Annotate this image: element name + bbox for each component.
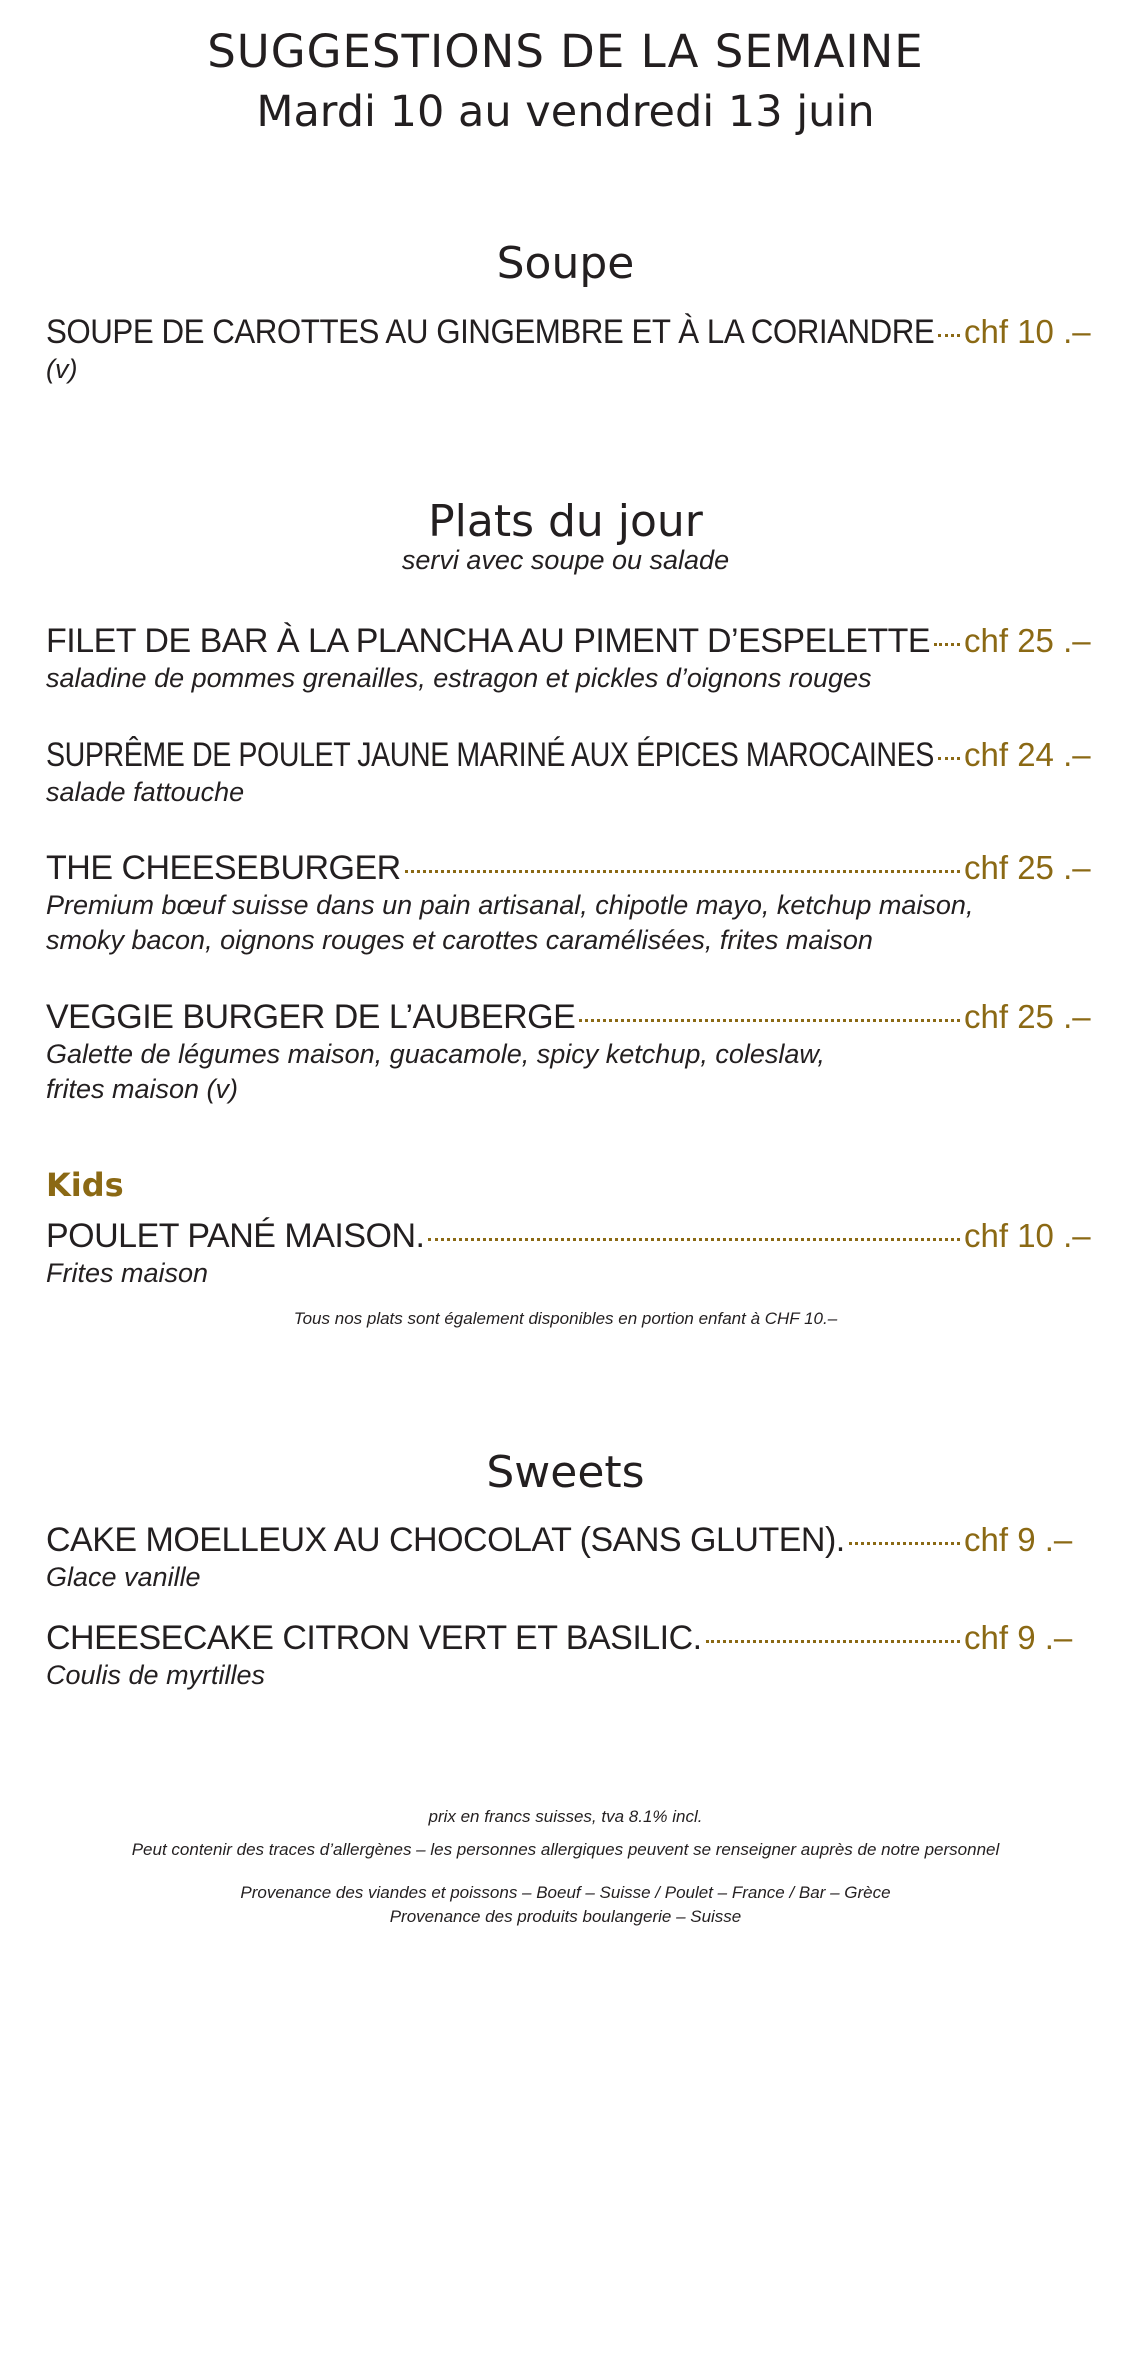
item-description: Galette de légumes maison, guacamole, spicy ketchup, coleslaw, frites maison (v)	[46, 1039, 825, 1104]
menu-item-line	[46, 735, 1091, 775]
item-name: CHEESECAKE CITRON VERT ET BASILIC.	[46, 1619, 702, 1657]
menu-item-line	[46, 1618, 1086, 1658]
dot-leader	[579, 1019, 960, 1022]
section-title-soupe: Soupe	[496, 238, 635, 289]
item-price: chf 10 .–	[964, 313, 1091, 350]
item-price: chf 24 .–	[964, 736, 1091, 773]
item-price: chf 9 .–	[964, 1619, 1073, 1656]
dot-leader	[934, 643, 960, 646]
item-name: SUPRÊME DE POULET JAUNE MARINÉ AUX ÉPICES MAROCAINES	[46, 736, 934, 774]
item-price: chf 9 .–	[964, 1521, 1073, 1558]
section-title-sweets: Sweets	[486, 1447, 645, 1498]
menu-item-line	[46, 621, 1091, 661]
menu-header	[0, 22, 1131, 142]
section-title-plats: Plats du jour	[428, 496, 703, 547]
menu-item	[46, 312, 1091, 387]
item-name: POULET PANÉ MAISON.	[46, 1217, 425, 1255]
menu-item	[46, 848, 1091, 958]
menu-item	[46, 1216, 1091, 1291]
dot-leader	[706, 1640, 960, 1643]
item-description: Coulis de myrtilles	[46, 1660, 266, 1690]
item-description: (v)	[46, 354, 78, 384]
menu-item-line	[46, 848, 1091, 888]
item-price: chf 25 .–	[964, 998, 1091, 1035]
item-name: VEGGIE BURGER DE L’AUBERGE	[46, 998, 576, 1036]
menu-item	[46, 1618, 1086, 1693]
item-price: chf 25 .–	[964, 849, 1091, 886]
menu-item	[46, 997, 1091, 1107]
item-description: Premium bœuf suisse dans un pain artisanal, chipotle mayo, ketchup maison, smoky bacon, oignons rouges et carottes caramélisées, frites maison	[46, 890, 974, 955]
dot-leader	[428, 1238, 960, 1241]
dot-leader	[938, 757, 960, 760]
item-name: CAKE MOELLEUX AU CHOCOLAT (SANS GLUTEN).	[46, 1521, 845, 1559]
item-name: THE CHEESEBURGER	[46, 849, 401, 887]
footer-allergens: Peut contenir des traces d’allergènes – les personnes allergiques peuvent se renseigner auprès de notre personnel	[131, 1840, 1000, 1859]
menu-dates: Mardi 10 au vendredi 13 juin	[256, 87, 875, 137]
section-title-kids: Kids	[46, 1166, 124, 1204]
footer-prices: prix en francs suisses, tva 8.1% incl.	[428, 1807, 703, 1826]
dot-leader	[849, 1542, 960, 1545]
footer-provenance-bakery: Provenance des produits boulangerie – Suisse	[389, 1907, 742, 1926]
menu-item	[46, 735, 1091, 810]
menu-item	[46, 1520, 1086, 1595]
kids-note: Tous nos plats sont également disponibles en portion enfant à CHF 10.–	[293, 1309, 838, 1328]
menu-item-line	[46, 997, 1091, 1037]
menu-item-line	[46, 1520, 1086, 1560]
item-name: SOUPE DE CAROTTES AU GINGEMBRE ET À LA CORIANDRE	[46, 313, 935, 351]
menu-footer	[0, 1805, 1131, 1929]
item-description: salade fattouche	[46, 777, 245, 807]
footer-provenance-meat: Provenance des viandes et poissons – Boeuf – Suisse / Poulet – France / Bar – Grèce	[240, 1883, 891, 1902]
item-description: Frites maison	[46, 1258, 209, 1288]
section-subtitle-plats: servi avec soupe ou salade	[401, 545, 730, 575]
item-price: chf 10 .–	[964, 1217, 1091, 1254]
menu-item-line	[46, 1216, 1091, 1256]
item-price: chf 25 .–	[964, 622, 1091, 659]
item-description: Glace vanille	[46, 1562, 201, 1592]
item-description: saladine de pommes grenailles, estragon et pickles d’oignons rouges	[46, 663, 872, 693]
menu-item	[46, 621, 1091, 696]
menu-title: SUGGESTIONS DE LA SEMAINE	[207, 25, 924, 78]
item-name: FILET DE BAR À LA PLANCHA AU PIMENT D’ESPELETTE	[46, 622, 931, 660]
menu-item-line	[46, 312, 1091, 352]
dot-leader	[938, 334, 960, 337]
dot-leader	[405, 870, 960, 873]
